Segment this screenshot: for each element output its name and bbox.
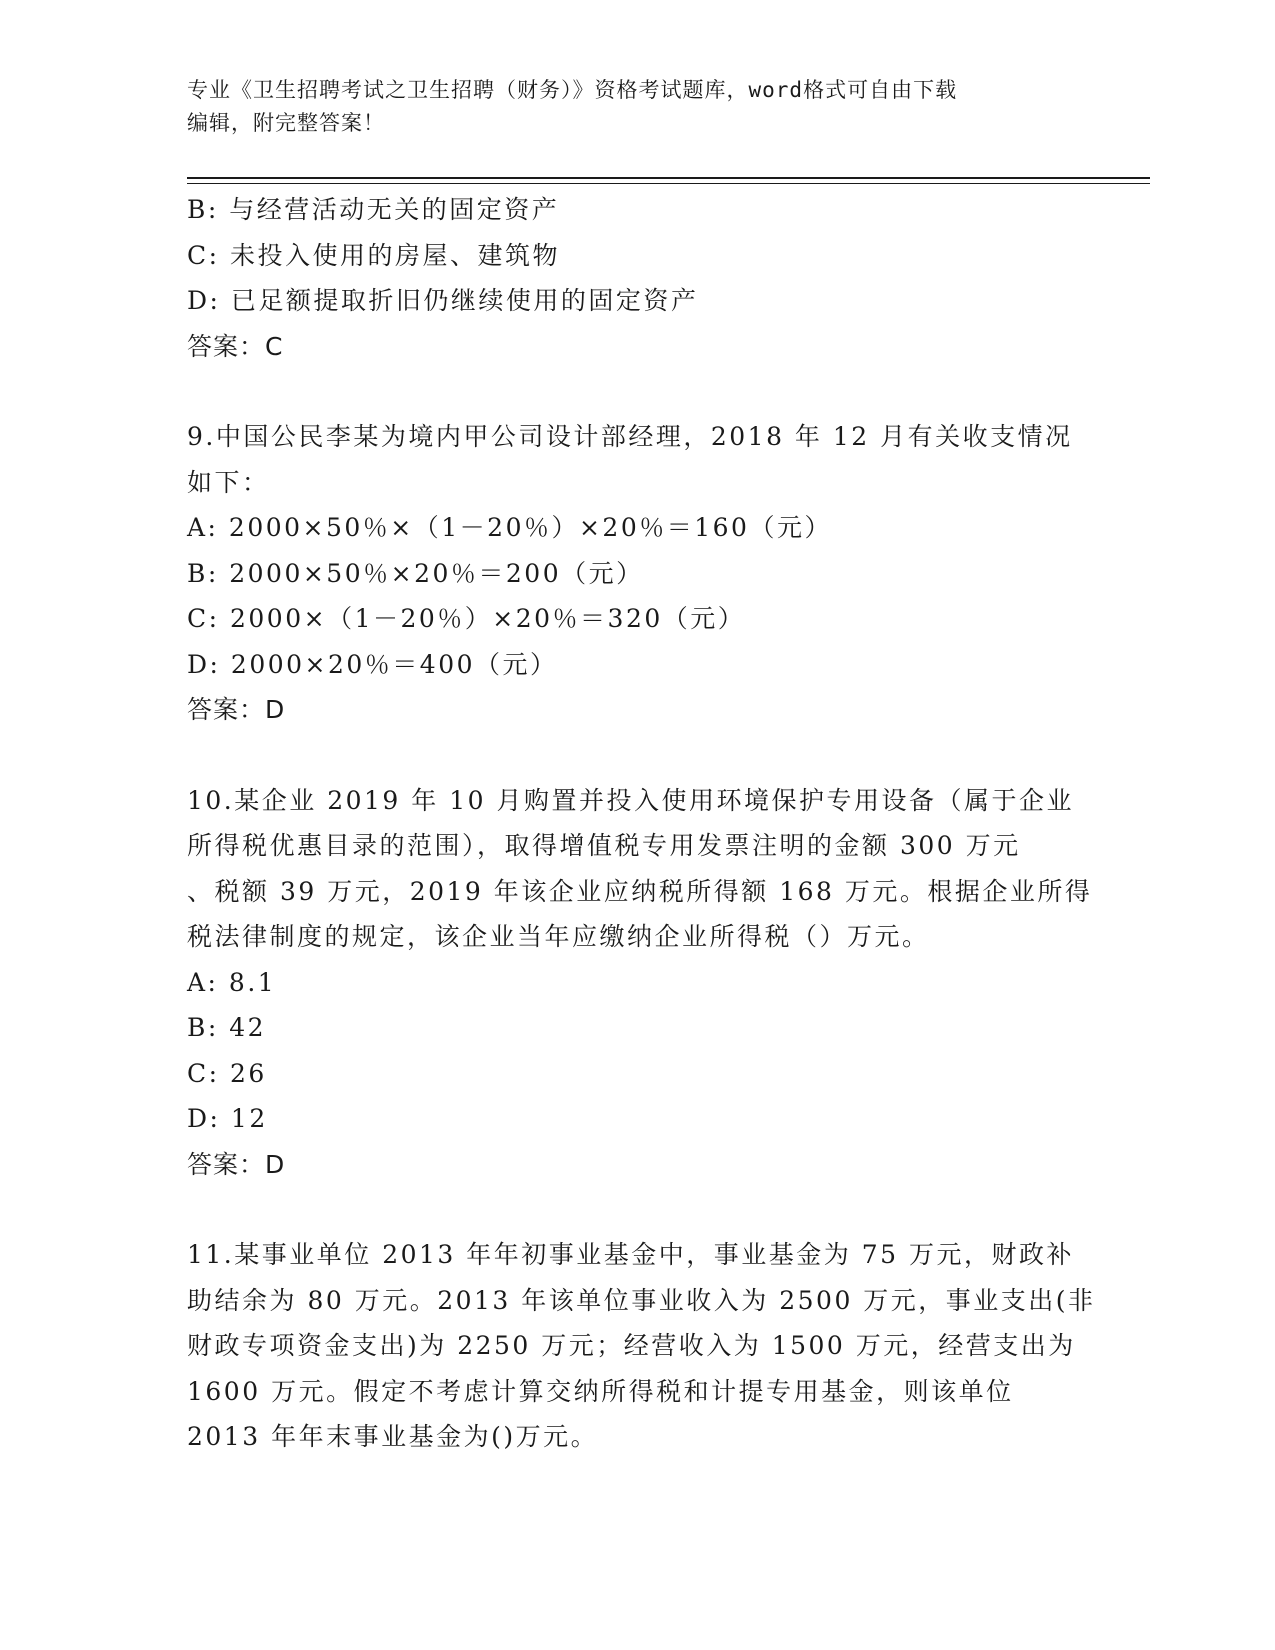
question-stem-line: 助结余为 80 万元。2013 年该单位事业收入为 2500 万元，事业支出(非 [187,1285,1096,1315]
answer: 答案：C [187,331,284,361]
question-8 [187,187,1087,369]
document-header [187,74,1087,140]
header-rule-thick [187,177,1150,179]
option-c: C: 2000×（1－20％）×20％＝320（元） [187,604,746,633]
option-a: A: 2000×50％×（1－20％）×20％＝160（元） [187,513,832,542]
option-d: D: 2000×20％＝400（元） [187,649,558,679]
option-c: C: 26 [187,1058,267,1088]
option-b: B: 与经营活动无关的固定资产 [187,195,560,224]
question-stem-line: 如下： [187,467,270,497]
question-stem-line: 2013 年年末事业基金为()万元。 [187,1422,599,1451]
question-stem-line: 10.某企业 2019 年 10 月购置并投入使用环境保护专用设备（属于企业 [187,785,1074,815]
answer: 答案：D [187,695,286,724]
option-a: A: 8.1 [187,967,277,997]
question-stem-line: 财政专项资金支出)为 2250 万元；经营收入为 1500 万元，经营支出为 [187,1331,1076,1360]
question-stem-line: 税法律制度的规定，该企业当年应缴纳企业所得税（）万元。 [187,922,930,951]
question-stem-line: 11.某事业单位 2013 年年初事业基金中，事业基金为 75 万元，财政补 [187,1240,1074,1269]
answer: 答案：D [187,1149,286,1179]
question-10 [187,778,1093,1188]
option-b: B: 42 [187,1013,267,1042]
question-stem-line: 所得税优惠目录的范围），取得增值税专用发票注明的金额 300 万元 [187,831,1021,860]
header-line-1: 专业《卫生招聘考试之卫生招聘（财务）》资格考试题库，word格式可自由下载 [187,78,958,102]
question-stem-line: 9.中国公民李某为境内甲公司设计部经理，2018 年 12 月有关收支情况 [187,422,1073,451]
question-content [187,187,1096,1460]
question-11 [187,1232,1096,1460]
option-d: D: 已足额提取折旧仍继续使用的固定资产 [187,286,699,315]
question-9 [187,414,1087,733]
header-line-2: 编辑，附完整答案！ [187,111,385,135]
option-d: D: 12 [187,1104,268,1133]
option-c: C: 未投入使用的房屋、建筑物 [187,240,560,270]
question-stem-line: 、税额 39 万元，2019 年该企业应纳税所得额 168 万元。根据企业所得 [187,876,1093,906]
header-rule-thin [187,183,1150,184]
option-b: B: 2000×50％×20％＝200（元） [187,558,644,588]
question-stem-line: 1600 万元。假定不考虑计算交纳所得税和计提专用基金，则该单位 [187,1376,1014,1406]
